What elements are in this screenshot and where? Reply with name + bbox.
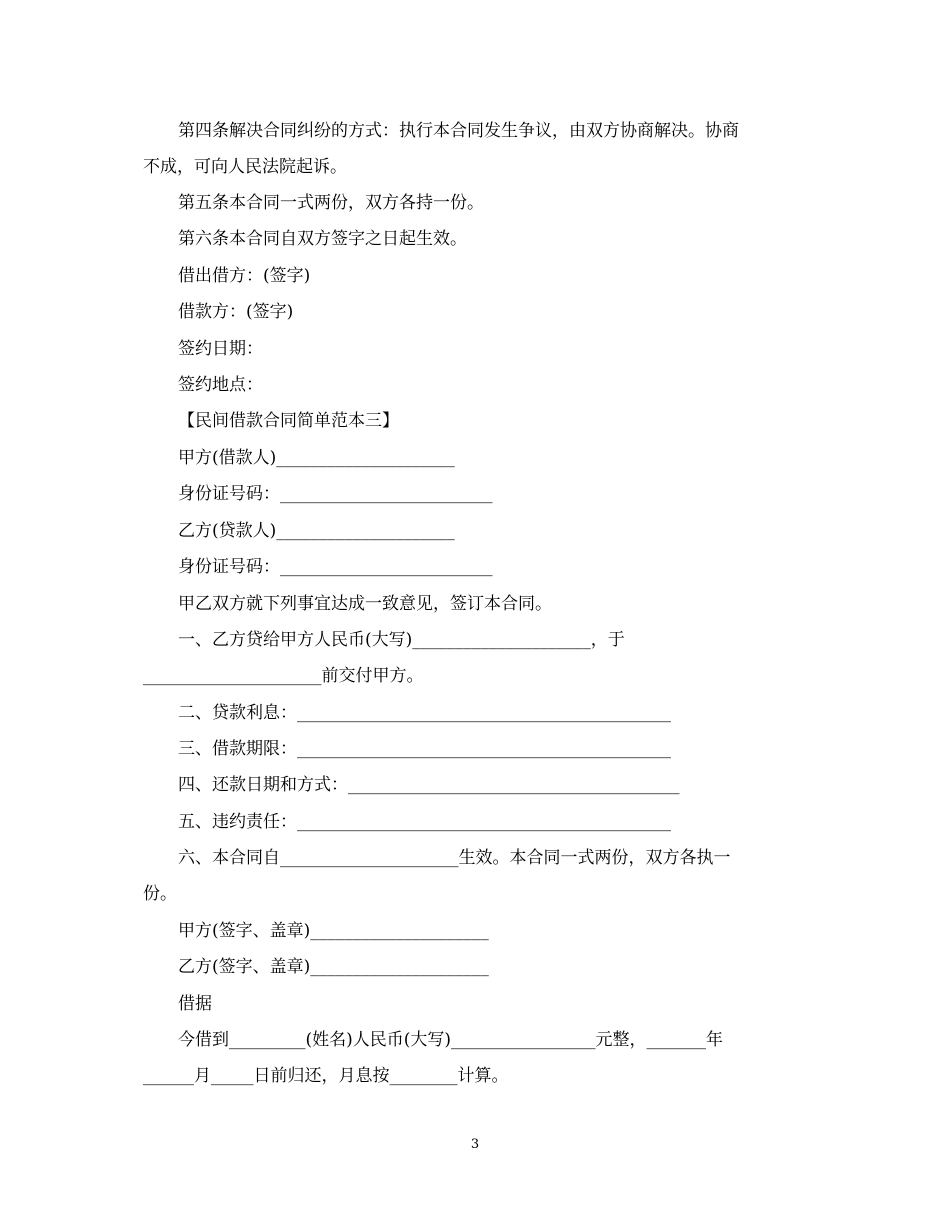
signing-date: 签约日期： bbox=[178, 339, 263, 359]
clause-6-line-2: 份。 bbox=[143, 884, 177, 904]
page-number: 3 bbox=[470, 1137, 480, 1152]
article-6: 第六条本合同自双方签字之日起生效。 bbox=[178, 229, 467, 249]
clause-1-line-1: 一、乙方贷给甲方人民币(大写)_____________________，于 bbox=[178, 630, 625, 650]
article-5: 第五条本合同一式两份，双方各持一份。 bbox=[178, 193, 484, 213]
clause-6-line-1: 六、本合同自_____________________生效。本合同一式两份，双方各执一 bbox=[178, 848, 731, 868]
party-b-seal-field: 乙方(签字、盖章)_____________________ bbox=[178, 957, 489, 977]
lender-signature: 借出借方：(签字) bbox=[178, 266, 311, 286]
party-a-id-field: 身份证号码：_________________________ bbox=[178, 484, 493, 504]
signing-place: 签约地点： bbox=[178, 375, 263, 395]
clause-4-repayment: 四、还款日期和方式：_______________________________________ bbox=[178, 775, 680, 795]
article-4-line-1: 第四条解决合同纠纷的方式：执行本合同发生争议，由双方协商解决。协商 bbox=[178, 121, 739, 141]
clause-2-interest: 二、贷款利息：____________________________________________ bbox=[178, 703, 671, 723]
clause-3-term: 三、借款期限：____________________________________________ bbox=[178, 739, 671, 759]
party-b-field: 乙方(贷款人)_____________________ bbox=[178, 521, 455, 541]
clause-5-breach: 五、违约责任：____________________________________________ bbox=[178, 812, 671, 832]
iou-heading: 借据 bbox=[178, 994, 212, 1014]
section-heading: 【民间借款合同简单范本三】 bbox=[178, 411, 399, 431]
agreement-intro: 甲乙双方就下列事宜达成一致意见，签订本合同。 bbox=[178, 594, 552, 614]
party-a-seal-field: 甲方(签字、盖章)_____________________ bbox=[178, 921, 489, 941]
party-b-id-field: 身份证号码：_________________________ bbox=[178, 557, 493, 577]
clause-1-line-2: _____________________前交付甲方。 bbox=[143, 666, 424, 686]
borrower-signature: 借款方：(签字) bbox=[178, 302, 294, 322]
iou-line-2: ______月_____日前归还，月息按________计算。 bbox=[143, 1066, 509, 1086]
party-a-field: 甲方(借款人)_____________________ bbox=[178, 448, 455, 468]
iou-line-1: 今借到_________(姓名)人民币(大写)_________________元整，_______年 bbox=[178, 1030, 724, 1050]
article-4-line-2: 不成，可向人民法院起诉。 bbox=[143, 157, 347, 177]
